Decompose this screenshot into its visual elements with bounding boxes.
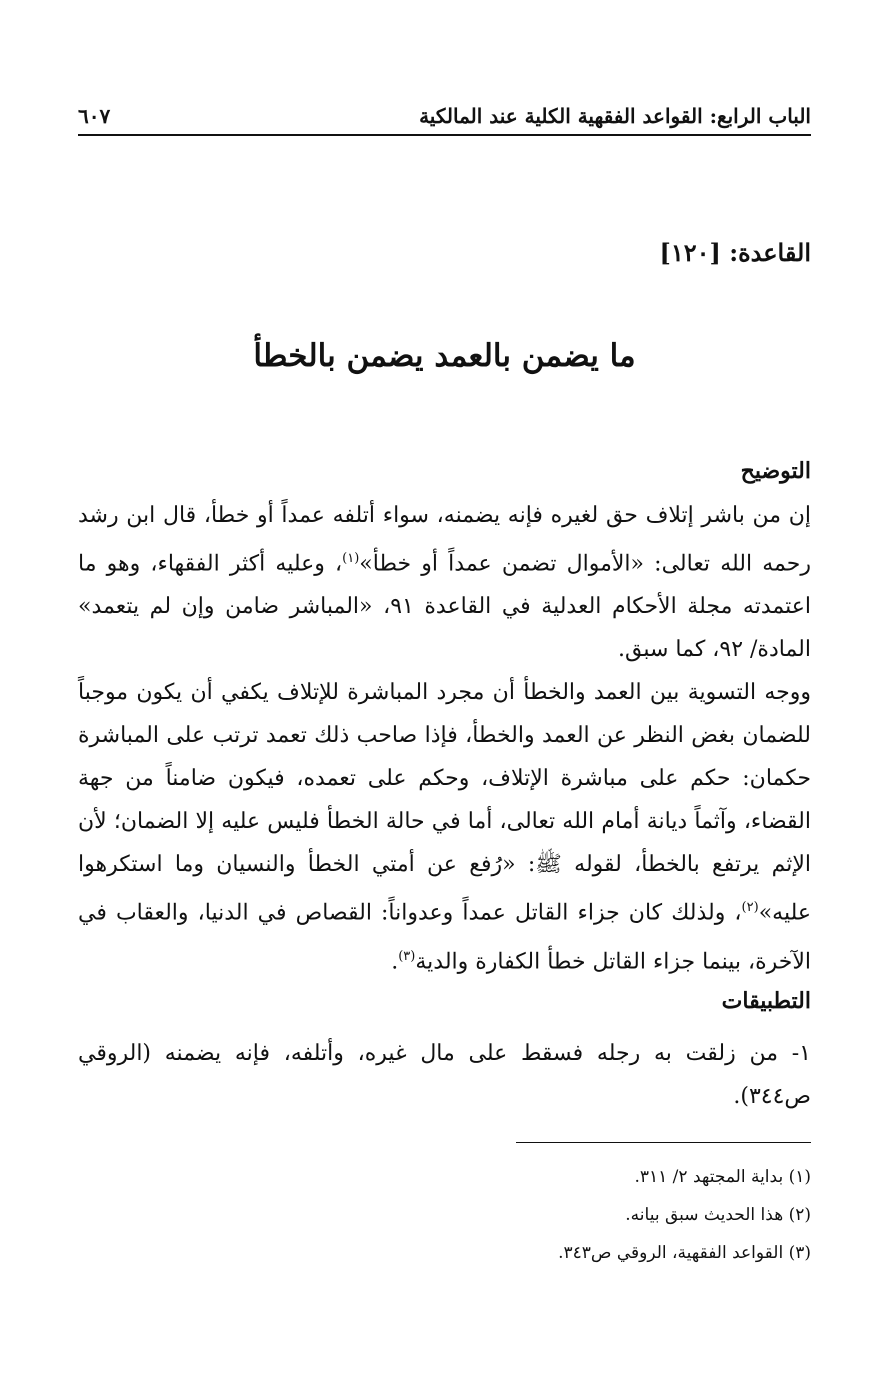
footnote-ref-1: (١) [342,551,360,566]
footnote-ref-2: (٢) [741,900,759,916]
paragraph-2-part-c: . [391,948,399,974]
chapter-title: الباب الرابع: القواعد الفقهية الكلية عند المالكية [419,104,811,128]
footnote-ref-3: (٣) [398,948,416,964]
footnotes [78,1158,811,1272]
footnote-2: (٢) هذا الحديث سبق بيانه. [625,1205,811,1225]
application-item-1: ١- من زلقت به رجله فسقط على مال غيره، وأتلفه، فإنه يضمنه (الروقي ص٣٤٤). [78,1041,811,1109]
explanation-paragraph-1 [78,494,811,671]
page-number: ٦٠٧ [78,104,111,128]
footnote-3: (٣) القواعد الفقهية، الروقي ص٣٤٣. [558,1243,811,1263]
rule-label: القاعدة: [729,238,811,267]
footnote-divider [516,1142,811,1143]
rule-number-line [659,238,811,267]
paragraph-1-part-b: ، وعليه أكثر الفقهاء، وهو ما اعتمدته مجلة الأحكام العدلية في القاعدة ٩١، «المباشر ضامن وإن لم يتعمد» المادة/ ٩٢، كما سبق. [78,551,811,663]
explanation-paragraph-2 [78,671,811,983]
applications-text [78,1032,811,1118]
paragraph-2-part-b: ، ولذلك كان جزاء القاتل عمداً وعدواناً: القصاص في الدنيا، والعقاب في الآخرة، بينما جزاء القاتل خطأ الكفارة والدية [78,900,811,974]
page-header [78,98,811,136]
explanation-text [78,494,811,983]
paragraph-2-part-a: ووجه التسوية بين العمد والخطأ أن مجرد المباشرة للإتلاف يكفي أن يكون موجباً للضمان بغض النظر عن العمد والخطأ، فإذا صاحب ذلك تعمد ترتب على المباشرة حكمان: حكم على مباشرة الإتلاف، وحكم على تعمده، فيكون ضامناً من جهة القضاء، وآثماً ديانة أمام الله تعالى، أما في حالة الخطأ فليس عليه إلا الضمان؛ لأن الإثم يرتفع بالخطأ، لقوله ﷺ: «رُفع عن أمتي الخطأ والنسيان وما استكرهوا عليه» [78,680,811,926]
explanation-heading: التوضيح [740,458,811,484]
footnote-1: (١) بداية المجتهد ٢/ ٣١١. [634,1167,811,1187]
paragraph-1-part-a: إن من باشر إتلاف حق لغيره فإنه يضمنه، سواء أتلفه عمداً أو خطأ، قال ابن رشد رحمه الله تعالى: «الأموال تضمن عمداً أو خطأ» [78,503,811,577]
rule-number: [١٢٠] [659,238,721,267]
applications-heading: التطبيقات [721,988,811,1014]
rule-title: ما يضمن بالعمد يضمن بالخطأ [253,338,636,374]
